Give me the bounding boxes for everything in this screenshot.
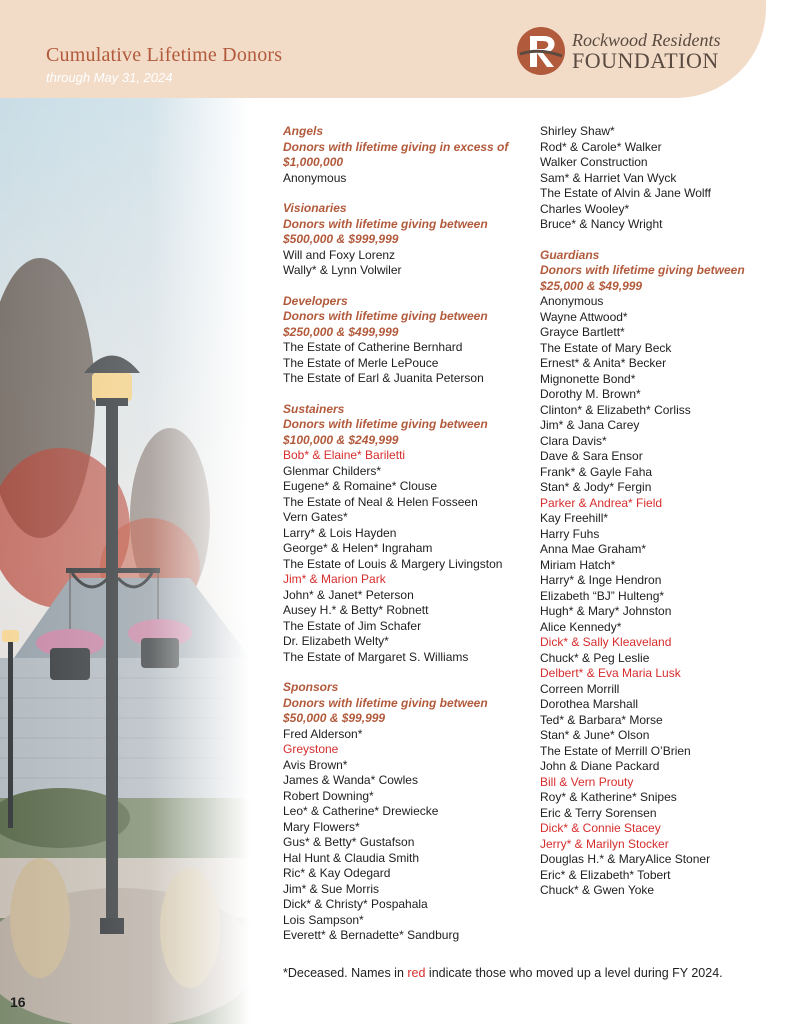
donor-name: The Estate of Louis & Margery Livingston	[283, 556, 503, 571]
footnote	[283, 966, 723, 980]
page-number: 16	[10, 994, 26, 1010]
donor-level-section	[283, 402, 533, 666]
donor-name: Dr. Elizabeth Welty*	[283, 634, 389, 648]
lamp-post-photo	[0, 98, 250, 1024]
donor-name: Lois Sampson*	[283, 912, 364, 927]
donor-name: Delbert* & Eva Maria Lusk	[540, 666, 681, 680]
donor-name: Robert Downing*	[283, 788, 374, 803]
donor-name: Eric & Terry Sorensen	[540, 805, 657, 820]
donor-name: Mignonette Bond*	[540, 371, 636, 386]
level-name: Visionaries	[283, 201, 347, 215]
donor-name: Alice Kennedy*	[540, 619, 622, 634]
logo-r-icon	[516, 26, 566, 76]
donor-name: Kay Freehill*	[540, 511, 609, 525]
donor-name: Ausey H.* & Betty* Robnett	[283, 603, 429, 617]
donor-name: The Estate of Catherine Bernhard	[283, 340, 463, 354]
footnote-text-2: indicate those who moved up a level during FY 2024.	[425, 966, 723, 980]
donor-name: Eric* & Elizabeth* Tobert	[540, 867, 671, 882]
donor-name: Walker Construction	[540, 155, 648, 169]
donor-name: The Estate of Earl & Juanita Peterson	[283, 371, 484, 385]
donor-name: John & Diane Packard	[540, 759, 660, 773]
donor-name: Gus* & Betty* Gustafson	[283, 835, 415, 849]
donor-name: Mary Flowers*	[283, 819, 360, 834]
donor-name: Sam* & Harriet Van Wyck	[540, 170, 677, 185]
donor-name: Greystone	[283, 742, 339, 756]
logo-text-line1: Rockwood Residents	[572, 30, 721, 50]
donor-name: Chuck* & Gwen Yoke	[540, 883, 655, 897]
donor-name: Jim* & Jana Carey	[540, 418, 640, 432]
donor-level-section	[283, 294, 533, 387]
donor-name: Dorothy M. Brown*	[540, 387, 641, 401]
footnote-red-word: red	[407, 966, 426, 980]
donor-name: Miriam Hatch*	[540, 557, 616, 572]
donor-level-section	[540, 248, 790, 899]
level-name: Developers	[283, 293, 348, 308]
logo-text-line2: FOUNDATION	[572, 48, 719, 73]
donor-name: Harry Fuhs	[540, 526, 600, 541]
donor-name: James & Wanda* Cowles	[283, 773, 418, 787]
donor-name: Elizabeth “BJ” Hulteng*	[540, 588, 665, 603]
level-name: Angels	[283, 124, 324, 138]
donor-name: Anonymous	[283, 170, 347, 185]
page-subtitle: through May 31, 2024	[46, 70, 173, 85]
footnote-text-1: *Deceased. Names in	[283, 966, 408, 980]
donor-name: Vern Gates*	[283, 510, 348, 524]
donor-name: Ernest* & Anita* Becker	[540, 356, 667, 370]
donor-name: The Estate of Alvin & Jane Wolff	[540, 186, 711, 200]
donor-name: Eugene* & Romaine* Clouse	[283, 479, 438, 493]
donor-name: The Estate of Mary Beck	[540, 340, 672, 355]
level-description: Donors with lifetime giving between $500,000 & $999,999	[283, 216, 488, 246]
donor-level-section	[283, 680, 533, 944]
donor-name: Leo* & Catherine* Drewiecke	[283, 804, 439, 818]
donor-name: Correen Morrill	[540, 681, 620, 696]
donor-name: The Estate of Margaret S. Williams	[283, 649, 469, 664]
level-description: Donors with lifetime giving between $100,000 & $249,999	[283, 417, 488, 447]
donor-name: Jerry* & Marilyn Stocker	[540, 836, 669, 851]
level-description: Donors with lifetime giving in excess of $1,000,000	[283, 139, 509, 169]
donor-name: Jim* & Sue Morris	[283, 881, 380, 896]
donor-name: John* & Janet* Peterson	[283, 587, 414, 602]
donor-name: Larry* & Lois Hayden	[283, 525, 397, 540]
level-description: Donors with lifetime giving between $50,000 & $99,999	[283, 695, 488, 725]
donor-name: Clara Davis*	[540, 433, 607, 448]
donor-name: Avis Brown*	[283, 757, 348, 772]
donor-name: Grayce Bartlett*	[540, 325, 625, 339]
donor-name: Anonymous	[540, 294, 604, 308]
donor-name: Douglas H.* & MaryAlice Stoner	[540, 852, 711, 866]
donor-name: Clinton* & Elizabeth* Corliss	[540, 402, 691, 417]
donor-name: Frank* & Gayle Faha	[540, 464, 653, 479]
donor-name: Everett* & Bernadette* Sandburg	[283, 928, 460, 942]
donor-level-section	[540, 124, 790, 233]
donor-name: Will and Foxy Lorenz	[283, 247, 396, 262]
donor-name: Fred Alderson*	[283, 726, 363, 741]
donor-name: Dave & Sara Ensor	[540, 449, 643, 463]
donor-name: Ted* & Barbara* Morse	[540, 712, 663, 727]
donor-name: Bruce* & Nancy Wright	[540, 217, 663, 231]
header-band	[0, 0, 766, 98]
donor-name: Chuck* & Peg Leslie	[540, 650, 650, 665]
donor-name: George* & Helen* Ingraham	[283, 541, 433, 555]
donor-name: Wayne Attwood*	[540, 309, 628, 324]
donor-name: Jim* & Marion Park	[283, 572, 386, 586]
donor-name: Roy* & Katherine* Snipes	[540, 790, 677, 804]
level-name: Sustainers	[283, 401, 345, 416]
donor-name: Dick* & Christy* Pospahala	[283, 897, 428, 911]
foundation-logo	[516, 26, 746, 78]
donor-name: Stan* & June* Olson	[540, 728, 650, 742]
donor-column-right	[540, 124, 790, 914]
donor-column-left	[283, 124, 533, 959]
donor-name: Bob* & Elaine* Bariletti	[283, 448, 406, 462]
donor-name: Shirley Shaw*	[540, 124, 615, 138]
donor-name: Hal Hunt & Claudia Smith	[283, 850, 420, 865]
donor-name: Parker & Andrea* Field	[540, 495, 663, 510]
donor-name: The Estate of Jim Schafer	[283, 618, 422, 633]
donor-name: Wally* & Lynn Volwiler	[283, 263, 402, 277]
level-description: Donors with lifetime giving between $250,000 & $499,999	[283, 309, 488, 339]
donor-level-section	[283, 201, 533, 279]
donor-name: Glenmar Childers*	[283, 463, 382, 478]
level-name: Guardians	[540, 247, 600, 262]
donor-name: Harry* & Inge Hendron	[540, 573, 662, 587]
donor-name: The Estate of Neal & Helen Fosseen	[283, 494, 478, 509]
donor-name: Rod* & Carole* Walker	[540, 139, 662, 154]
donor-level-section	[283, 124, 533, 186]
level-name: Sponsors	[283, 680, 339, 694]
donor-name: Hugh* & Mary* Johnston	[540, 604, 672, 618]
donor-name: The Estate of Merle LePouce	[283, 355, 439, 370]
level-description: Donors with lifetime giving between $25,000 & $49,999	[540, 263, 745, 293]
donor-name: Stan* & Jody* Fergin	[540, 480, 652, 494]
donor-name: Dorothea Marshall	[540, 697, 639, 711]
donor-name: Dick* & Sally Kleaveland	[540, 635, 672, 649]
donor-name: Charles Wooley*	[540, 201, 630, 216]
donor-name: Dick* & Connie Stacey	[540, 821, 661, 835]
donor-name: Anna Mae Graham*	[540, 542, 647, 556]
donor-name: The Estate of Merrill O’Brien	[540, 743, 691, 758]
donor-name: Bill & Vern Prouty	[540, 774, 634, 789]
donor-name: Ric* & Kay Odegard	[283, 866, 391, 880]
page-title: Cumulative Lifetime Donors	[46, 44, 283, 66]
